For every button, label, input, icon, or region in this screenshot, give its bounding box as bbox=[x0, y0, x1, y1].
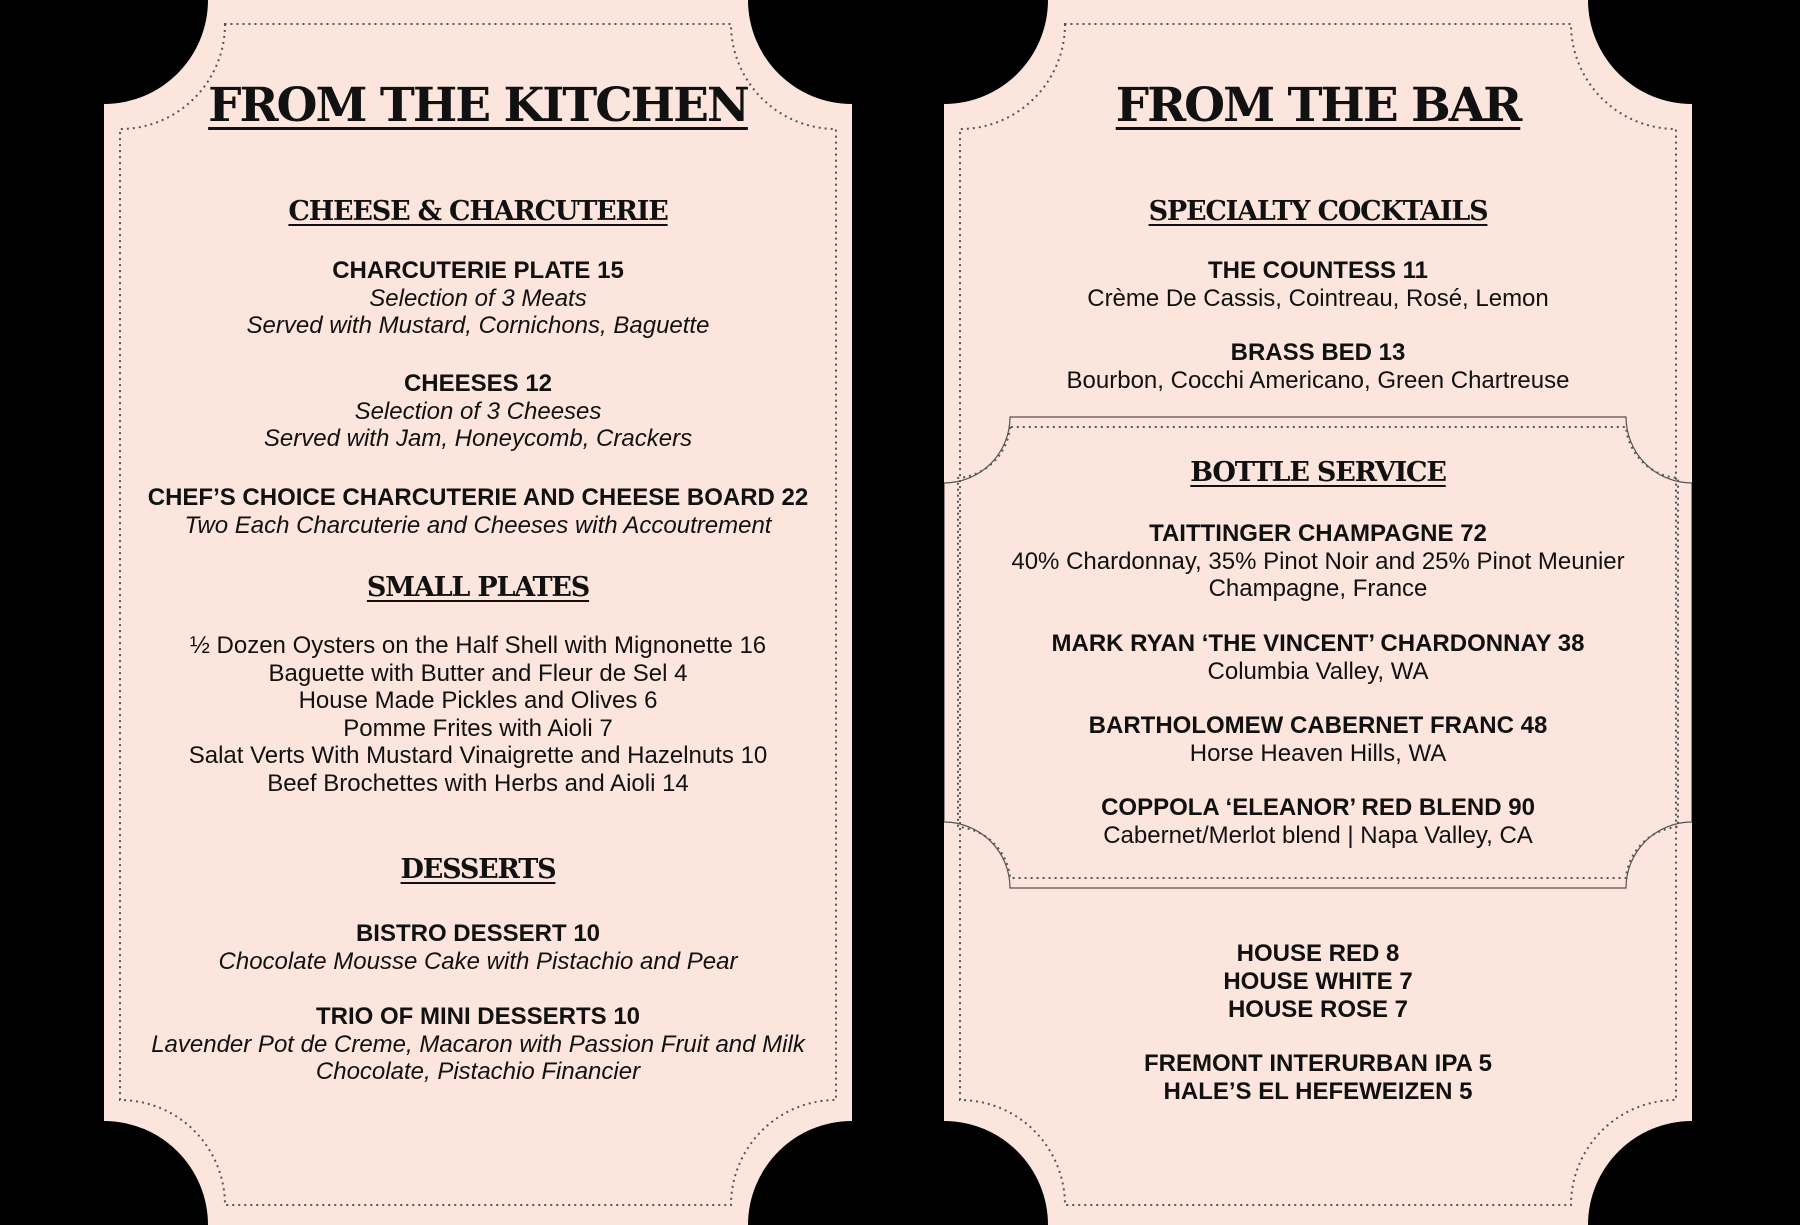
list-item: Baguette with Butter and Fleur de Sel 4 bbox=[268, 659, 688, 687]
specialty-cocktails-heading: SPECIALTY COCKTAILS bbox=[1148, 196, 1488, 227]
menu-item-mark-ryan bbox=[944, 630, 1692, 685]
item-name: CHARCUTERIE PLATE 15 bbox=[332, 257, 624, 284]
menu-item-coppola bbox=[944, 794, 1692, 849]
menu-item-taittinger bbox=[944, 520, 1692, 603]
kitchen-title: FROM THE KITCHEN bbox=[208, 78, 748, 133]
menu-item-the-countess bbox=[944, 257, 1692, 312]
item-name: BARTHOLOMEW CABERNET FRANC 48 bbox=[1088, 712, 1548, 739]
item-desc: Cabernet/Merlot blend | Napa Valley, CA bbox=[1103, 821, 1533, 849]
item-name: MARK RYAN ‘THE VINCENT’ CHARDONNAY 38 bbox=[1051, 630, 1585, 657]
item-name: TAITTINGER CHAMPAGNE 72 bbox=[1149, 520, 1487, 547]
bottle-service-heading: BOTTLE SERVICE bbox=[1190, 457, 1446, 488]
desserts-heading: DESSERTS bbox=[400, 854, 556, 885]
beers-list bbox=[944, 1050, 1692, 1106]
item-name: CHEESES 12 bbox=[403, 370, 553, 397]
item-desc: Crème De Cassis, Cointreau, Rosé, Lemon bbox=[1087, 284, 1549, 312]
bar-title: FROM THE BAR bbox=[1115, 78, 1521, 133]
list-item: HALE’S EL HEFEWEIZEN 5 bbox=[1163, 1078, 1473, 1105]
list-item: Salat Verts With Mustard Vinaigrette and Hazelnuts 10 bbox=[188, 742, 768, 769]
item-desc: Bourbon, Cocchi Americano, Green Chartreuse bbox=[1066, 366, 1570, 394]
list-item: HOUSE ROSE 7 bbox=[1227, 996, 1409, 1023]
list-item: House Made Pickles and Olives 6 bbox=[298, 687, 658, 714]
list-item: Beef Brochettes with Herbs and Aioli 14 bbox=[267, 769, 689, 797]
item-name: BRASS BED 13 bbox=[1230, 339, 1406, 366]
item-name: COPPOLA ‘ELEANOR’ RED BLEND 90 bbox=[1101, 794, 1535, 821]
menu-item-chefs-choice-board bbox=[104, 484, 852, 539]
item-desc: Horse Heaven Hills, WA bbox=[1189, 739, 1447, 767]
list-item: FREMONT INTERURBAN IPA 5 bbox=[1144, 1050, 1492, 1077]
bar-menu-card bbox=[944, 0, 1692, 1225]
item-desc: Columbia Valley, WA bbox=[1207, 657, 1429, 685]
list-item: ½ Dozen Oysters on the Half Shell with Mignonette 16 bbox=[189, 632, 767, 659]
small-plates-list bbox=[104, 632, 852, 797]
list-item: Pomme Frites with Aioli 7 bbox=[343, 714, 613, 742]
item-desc: Served with Mustard, Cornichons, Baguette bbox=[246, 312, 710, 339]
list-item: HOUSE WHITE 7 bbox=[1223, 968, 1413, 995]
item-name: BISTRO DESSERT 10 bbox=[355, 920, 601, 947]
list-item: HOUSE RED 8 bbox=[1236, 940, 1400, 967]
item-desc: Selection of 3 Cheeses bbox=[354, 397, 602, 425]
item-desc: Served with Jam, Honeycomb, Crackers bbox=[263, 425, 693, 452]
item-desc: Selection of 3 Meats bbox=[369, 284, 587, 312]
item-desc: Chocolate Mousse Cake with Pistachio and Pear bbox=[218, 947, 738, 975]
kitchen-menu-card bbox=[104, 0, 852, 1225]
house-wines-list bbox=[944, 940, 1692, 1024]
item-desc: 40% Chardonnay, 35% Pinot Noir and 25% Pinot Meunier bbox=[1011, 547, 1625, 575]
item-desc: Lavender Pot de Creme, Macaron with Passion Fruit and Milk bbox=[151, 1030, 805, 1058]
item-name: THE COUNTESS 11 bbox=[1207, 257, 1429, 284]
menu-item-bistro-dessert bbox=[104, 920, 852, 975]
small-plates-heading: SMALL PLATES bbox=[366, 572, 590, 603]
menu-item-bartholomew bbox=[944, 712, 1692, 767]
item-name: CHEF’S CHOICE CHARCUTERIE AND CHEESE BOARD 22 bbox=[147, 484, 809, 511]
item-desc: Chocolate, Pistachio Financier bbox=[315, 1058, 641, 1085]
cheese-charcuterie-heading: CHEESE & CHARCUTERIE bbox=[288, 196, 668, 227]
item-desc: Two Each Charcuterie and Cheeses with Accoutrement bbox=[184, 511, 772, 539]
item-desc: Champagne, France bbox=[1208, 575, 1428, 602]
item-name: TRIO OF MINI DESSERTS 10 bbox=[315, 1003, 641, 1030]
menu-item-brass-bed bbox=[944, 339, 1692, 394]
menu-item-cheeses bbox=[104, 370, 852, 453]
menu-item-charcuterie-plate bbox=[104, 257, 852, 340]
menu-item-trio-mini-desserts bbox=[104, 1003, 852, 1086]
